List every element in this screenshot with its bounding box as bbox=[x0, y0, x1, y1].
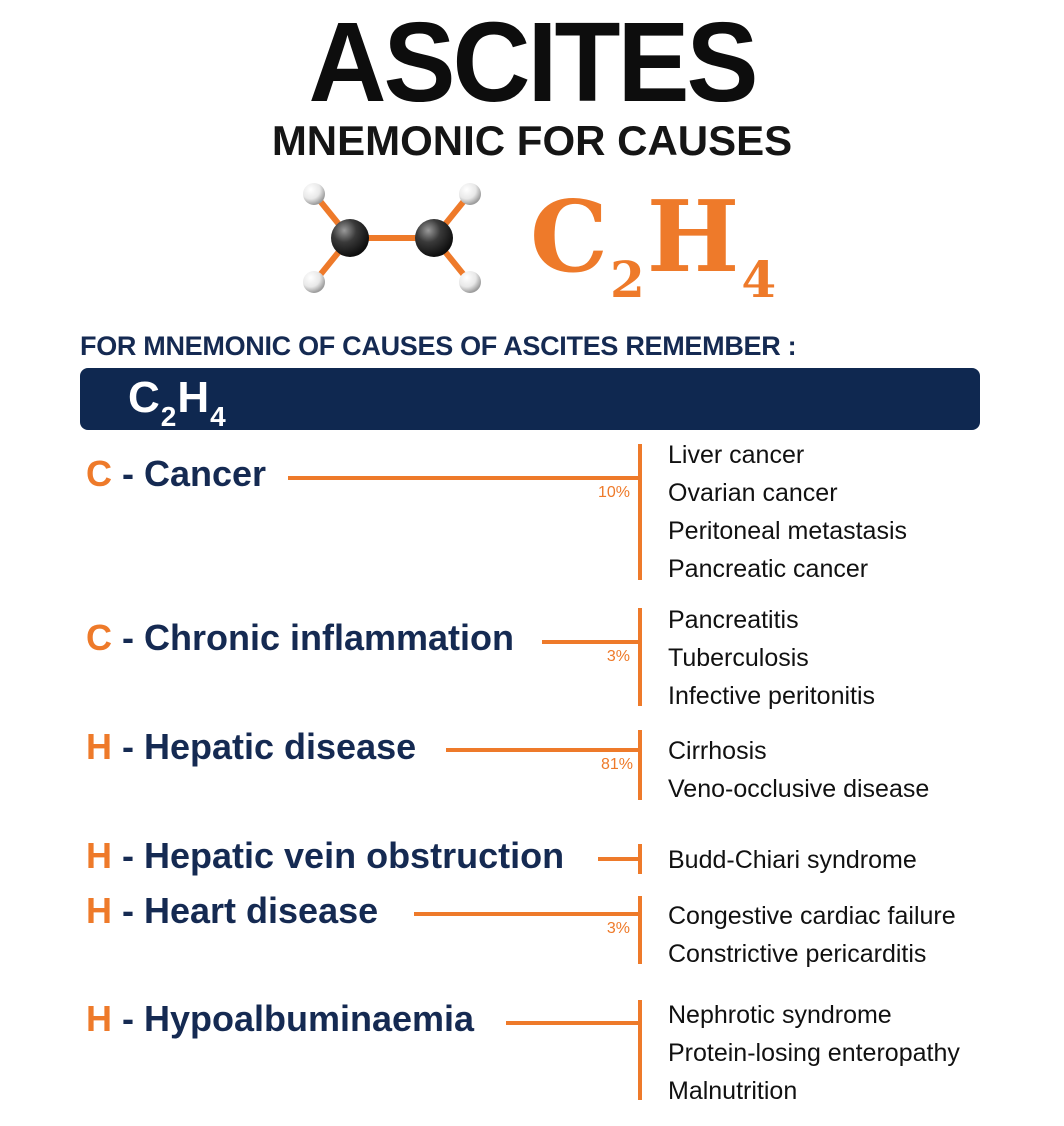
cause-examples-list bbox=[668, 841, 1058, 879]
list-item: Pancreatic cancer bbox=[668, 555, 869, 583]
cause-percent: 3% bbox=[606, 920, 630, 937]
list-item: Veno-occlusive disease bbox=[668, 775, 930, 803]
cause-letter: H bbox=[86, 835, 112, 876]
formula-banner bbox=[80, 368, 980, 430]
cause-examples-list bbox=[668, 996, 1058, 1110]
formula-c-subscript: 2 bbox=[610, 250, 645, 309]
cause-percent: 10% bbox=[597, 484, 630, 501]
formula-h: H bbox=[646, 180, 740, 295]
list-item: Peritoneal metastasis bbox=[668, 517, 908, 545]
banner-formula-h-subscript: 4 bbox=[210, 401, 226, 432]
banner-formula-c: C bbox=[128, 373, 160, 422]
list-item: Congestive cardiac failure bbox=[668, 902, 956, 930]
cause-examples-list bbox=[668, 436, 1058, 588]
list-item: Ovarian cancer bbox=[668, 479, 838, 507]
formula-c: C bbox=[530, 180, 608, 295]
cause-connector-line bbox=[542, 640, 640, 644]
page-subtitle: MNEMONIC FOR CAUSES bbox=[271, 117, 793, 164]
ethylene-molecule-icon bbox=[292, 176, 492, 306]
cause-bracket-line bbox=[638, 444, 642, 580]
cause-letter: H bbox=[86, 726, 112, 767]
cause-label: - Hypoalbuminaemia bbox=[112, 998, 475, 1039]
formula-heading bbox=[530, 178, 778, 308]
cause-connector-line bbox=[598, 857, 640, 861]
list-item: Malnutrition bbox=[668, 1077, 798, 1105]
cause-percent: 3% bbox=[606, 648, 630, 665]
cause-bracket-line bbox=[638, 608, 642, 706]
cause-percent: 81% bbox=[600, 756, 633, 773]
list-item: Infective peritonitis bbox=[668, 682, 876, 710]
cause-connector-line bbox=[506, 1021, 640, 1025]
banner-formula bbox=[128, 370, 227, 430]
cause-label: - Heart disease bbox=[112, 890, 379, 931]
cause-label: - Chronic inflammation bbox=[112, 617, 515, 658]
cause-examples-list bbox=[668, 897, 1058, 973]
banner-formula-c-subscript: 2 bbox=[160, 401, 177, 432]
cause-letter: C bbox=[86, 617, 112, 658]
cause-examples-list bbox=[668, 732, 1058, 808]
cause-hepatic-disease bbox=[86, 725, 416, 769]
cause-cancer bbox=[86, 452, 266, 496]
cause-letter: C bbox=[86, 453, 112, 494]
cause-bracket-line bbox=[638, 1000, 642, 1100]
list-item: Protein-losing enteropathy bbox=[668, 1039, 960, 1067]
cause-chronic-inflammation bbox=[86, 616, 514, 660]
list-item: Tuberculosis bbox=[668, 644, 809, 672]
cause-connector-line bbox=[288, 476, 640, 480]
cause-bracket-line bbox=[638, 896, 642, 964]
cause-label: - Hepatic disease bbox=[112, 726, 417, 767]
list-item: Nephrotic syndrome bbox=[668, 1001, 892, 1029]
remember-heading: FOR MNEMONIC OF CAUSES OF ASCITES REMEMBER : bbox=[80, 331, 797, 361]
list-item: Constrictive pericarditis bbox=[668, 940, 927, 968]
list-item: Pancreatitis bbox=[668, 606, 799, 634]
cause-label: - Hepatic vein obstruction bbox=[112, 835, 565, 876]
banner-formula-h: H bbox=[177, 373, 210, 422]
formula-h-subscript: 4 bbox=[741, 250, 777, 309]
cause-hepatic-vein-obstruction bbox=[86, 834, 564, 878]
cause-letter: H bbox=[86, 890, 112, 931]
cause-hypoalbuminaemia bbox=[86, 997, 474, 1041]
cause-bracket-line bbox=[638, 844, 642, 874]
list-item: Cirrhosis bbox=[668, 737, 767, 765]
page-title: ASCITES bbox=[308, 0, 756, 125]
cause-connector-line bbox=[446, 748, 640, 752]
cause-letter: H bbox=[86, 998, 112, 1039]
cause-label: - Cancer bbox=[112, 453, 267, 494]
cause-heart-disease bbox=[86, 889, 378, 933]
cause-bracket-line bbox=[638, 730, 642, 800]
list-item: Budd-Chiari syndrome bbox=[668, 846, 917, 874]
list-item: Liver cancer bbox=[668, 441, 805, 469]
cause-examples-list bbox=[668, 601, 1058, 715]
cause-connector-line bbox=[414, 912, 640, 916]
